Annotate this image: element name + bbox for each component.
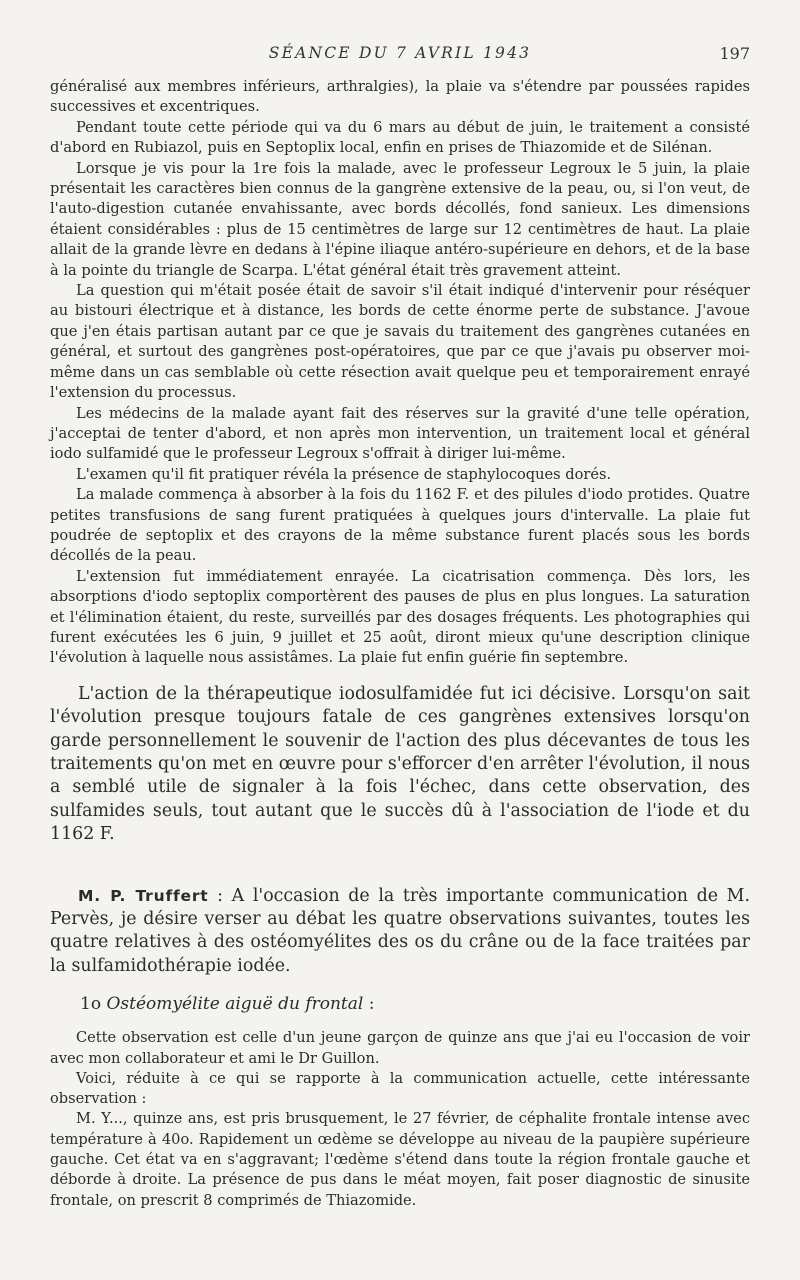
paragraph: Pendant toute cette période qui va du 6 mars au début de juin, le traitement a consisté d'abord en Rubiazol, puis en Septoplix local, enfin en prises de Thiazomide et de Silénan. (50, 118, 750, 157)
paragraph: L'action de la thérapeutique iodosulfamidée fut ici décisive. Lorsqu'on sait l'évolution presque toujours fatale de ces gangrènes extensives lorsqu'on garde personnellement le souvenir de l'action des plus décevantes de tous les traitements qu'on met en œuvre pour s'efforcer d'en arrêter l'évolution, il nous a semblé utile de signaler à la fois l'échec, dans cette observation, des sulfamides seuls, tout autant que le succès dû à l'association de l'iode et du 1162 F. (50, 683, 750, 845)
paragraph: généralisé aux membres inférieurs, arthralgies), la plaie va s'étendre par poussées rapides successives et excentriques. (50, 78, 750, 116)
page-number: 197 (719, 44, 750, 63)
communication-paragraph (50, 885, 750, 979)
author-name: M. P. Truffert (78, 886, 209, 905)
section-title: Ostéomyélite aiguë du frontal (106, 994, 364, 1015)
paragraph: La malade commença à absorber à la fois du 1162 F. et des pilules d'iodo protides. Quatre petites transfusions de sang furent pratiquées à quelques jours d'intervalle. La plaie fut poudrée de septoplix et des crayons de la même substance furent placés sous les bords décollés de la peau. (50, 486, 750, 565)
section-heading (50, 992, 750, 1016)
paragraph: Lorsque je vis pour la 1re fois la malade, avec le professeur Legroux le 5 juin, la plaie présentait les caractères bien connus de la gangrène extensive de la peau, ou, si l'on veut, de l'auto-digestion cutanée envahissante, avec bords décollés, fond sanieux. Les dimensions étaient considérables : plus de 15 centimètres de large sur 12 centimètres de haut. La plaie allait de la grande lèvre en dedans à l'épine iliaque antéro-supérieure en dehors, et de la base à la pointe du triangle de Scarpa. L'état général était très gravement atteint. (50, 159, 750, 279)
conclusion-block (50, 683, 750, 847)
paragraph: La question qui m'était posée était de savoir s'il était indiqué d'intervenir pour réséquer au bistouri électrique et à distance, les bords de cette énorme perte de substance. J'avoue que j'en étais partisan autant par ce que je savais du traitement des gangrènes cutanées en général, et surtout des gangrènes post-opératoires, que par ce que j'avais pu observer moi-même dans un cas semblable où cette résection avait quelque peu et temporairement enrayé l'extension du processus. (50, 282, 750, 402)
paragraph: Cette observation est celle d'un jeune garçon de quinze ans que j'ai eu l'occasion de voir avec mon collaborateur et ami le Dr Guillon. (50, 1029, 750, 1067)
paragraph: L'examen qu'il fit pratiquer révéla la présence de staphylocoques dorés. (76, 465, 612, 483)
communication-text: : A l'occasion de la très importante communication de M. Pervès, je désire verser au débat les quatre observations suivantes, toutes les quatre relatives à des ostéomyélites des os du crâne ou de la face traitées par la sulfamidothérapie iodée. (50, 885, 751, 976)
paragraph: Voici, réduite à ce qui se rapporte à la communication actuelle, cette intéressante observation : (50, 1069, 750, 1108)
paragraph: M. Y..., quinze ans, est pris brusquement, le 27 février, de céphalite frontale intense avec température à 40o. Rapidement un œdème se développe au niveau de la paupière supérieure gauche. Cet état va en s'aggravant; l'œdème s'étend dans toute la région frontale gauche et déborde à droite. La présence de pus dans le méat moyen, fait poser diagnostic de sinusite frontale, on prescrit 8 comprimés de Thiazomide. (50, 1110, 750, 1209)
section-number: 1o (80, 994, 102, 1015)
running-title: SÉANCE DU 7 AVRIL 1943 (268, 44, 532, 62)
paragraph: L'extension fut immédiatement enrayée. La cicatrisation commença. Dès lors, les absorptions d'iodo septoplix comportèrent des pauses de plus en plus longues. La saturation et l'élimination étaient, du reste, surveillés par des dosages fréquents. Les photographies qui furent exécutées les 6 juin, 9 juillet et 25 août, diront mieux qu'une description clinique l'évolution à laquelle nous assistâmes. La plaie fut enfin guérie fin septembre. (50, 567, 750, 667)
communication-block (50, 885, 750, 979)
section-gap (50, 847, 750, 871)
small-print-block (50, 77, 750, 669)
section-colon: : (363, 994, 375, 1015)
case-block (50, 1028, 750, 1211)
page-header (50, 44, 750, 64)
paragraph: Les médecins de la malade ayant fait des réserves sur la gravité d'une telle opération, j'acceptai de tenter d'abord, et non après mon intervention, un traitement local et général iodo sulfamidé que le professeur Legroux s'offrait à diriger lui-même. (50, 404, 750, 463)
page-body (50, 77, 750, 1211)
